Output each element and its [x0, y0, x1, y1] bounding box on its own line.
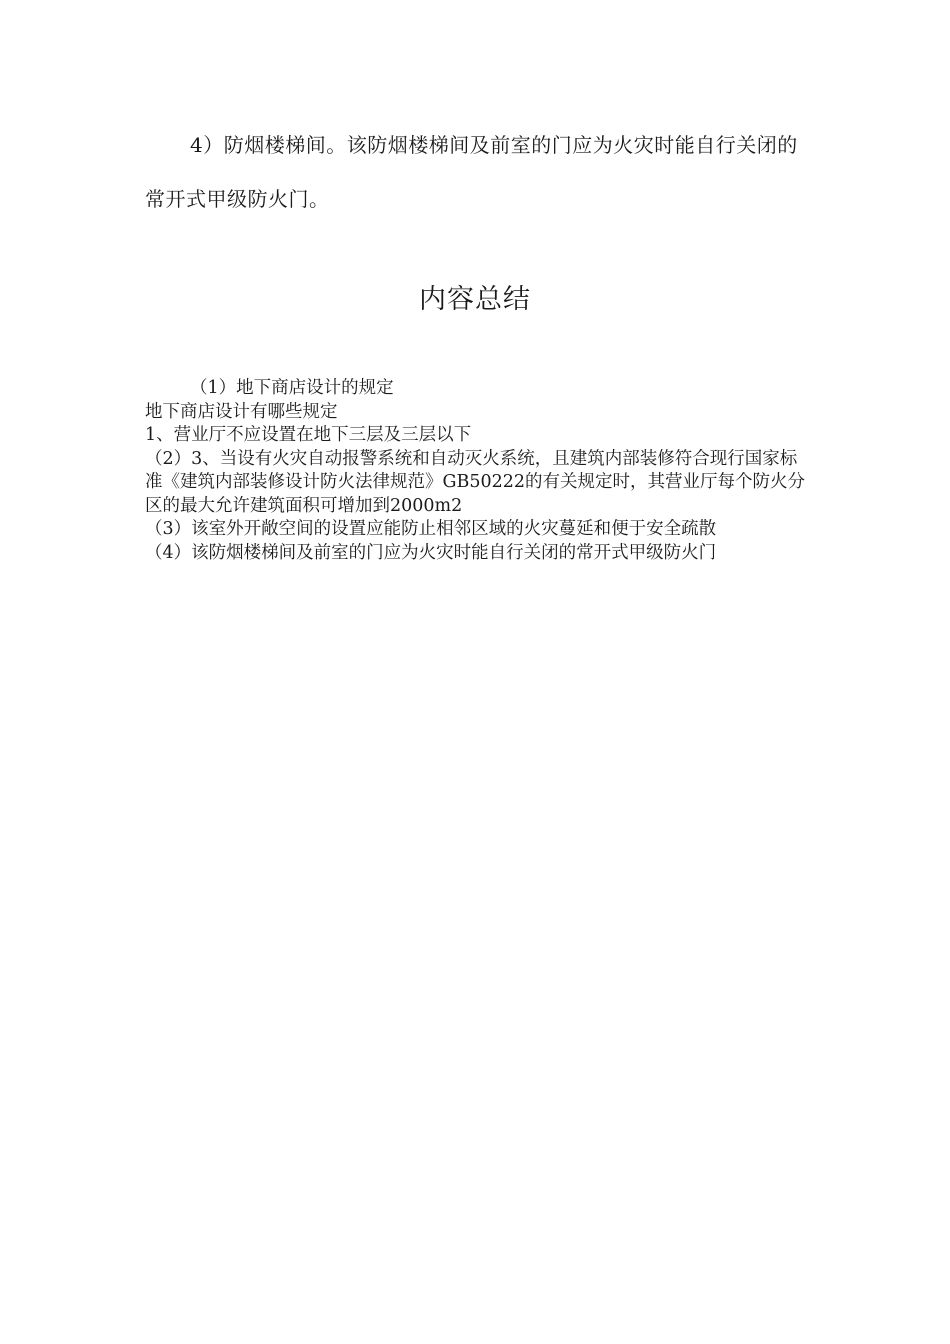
summary-line: 地下商店设计有哪些规定 [145, 401, 338, 422]
summary-line: （2）3、当设有火灾自动报警系统和自动灭火系统，且建筑内部装修符合现行国家标准《建筑内部装修设计防火法律规范》GB50222的有关规定时，其营业厅每个防火分区的最大允许建筑面积可增加到2000m2 [145, 448, 806, 516]
intro-paragraph: 4）防烟楼梯间。该防烟楼梯间及前室的门应为火灾时能自行关闭的常开式甲级防火门。 [145, 133, 798, 211]
summary-line: （4）该防烟楼梯间及前室的门应为火灾时能自行关闭的常开式甲级防火门 [145, 542, 717, 563]
summary-title: 内容总结 [419, 284, 531, 315]
summary-line: （3）该室外开敞空间的设置应能防止相邻区域的火灾蔓延和便于安全疏散 [145, 519, 717, 539]
summary-section [145, 377, 805, 565]
summary-line: （1）地下商店设计的规定 [190, 378, 394, 398]
summary-line: 1、营业厅不应设置在地下三层及三层以下 [145, 425, 472, 445]
